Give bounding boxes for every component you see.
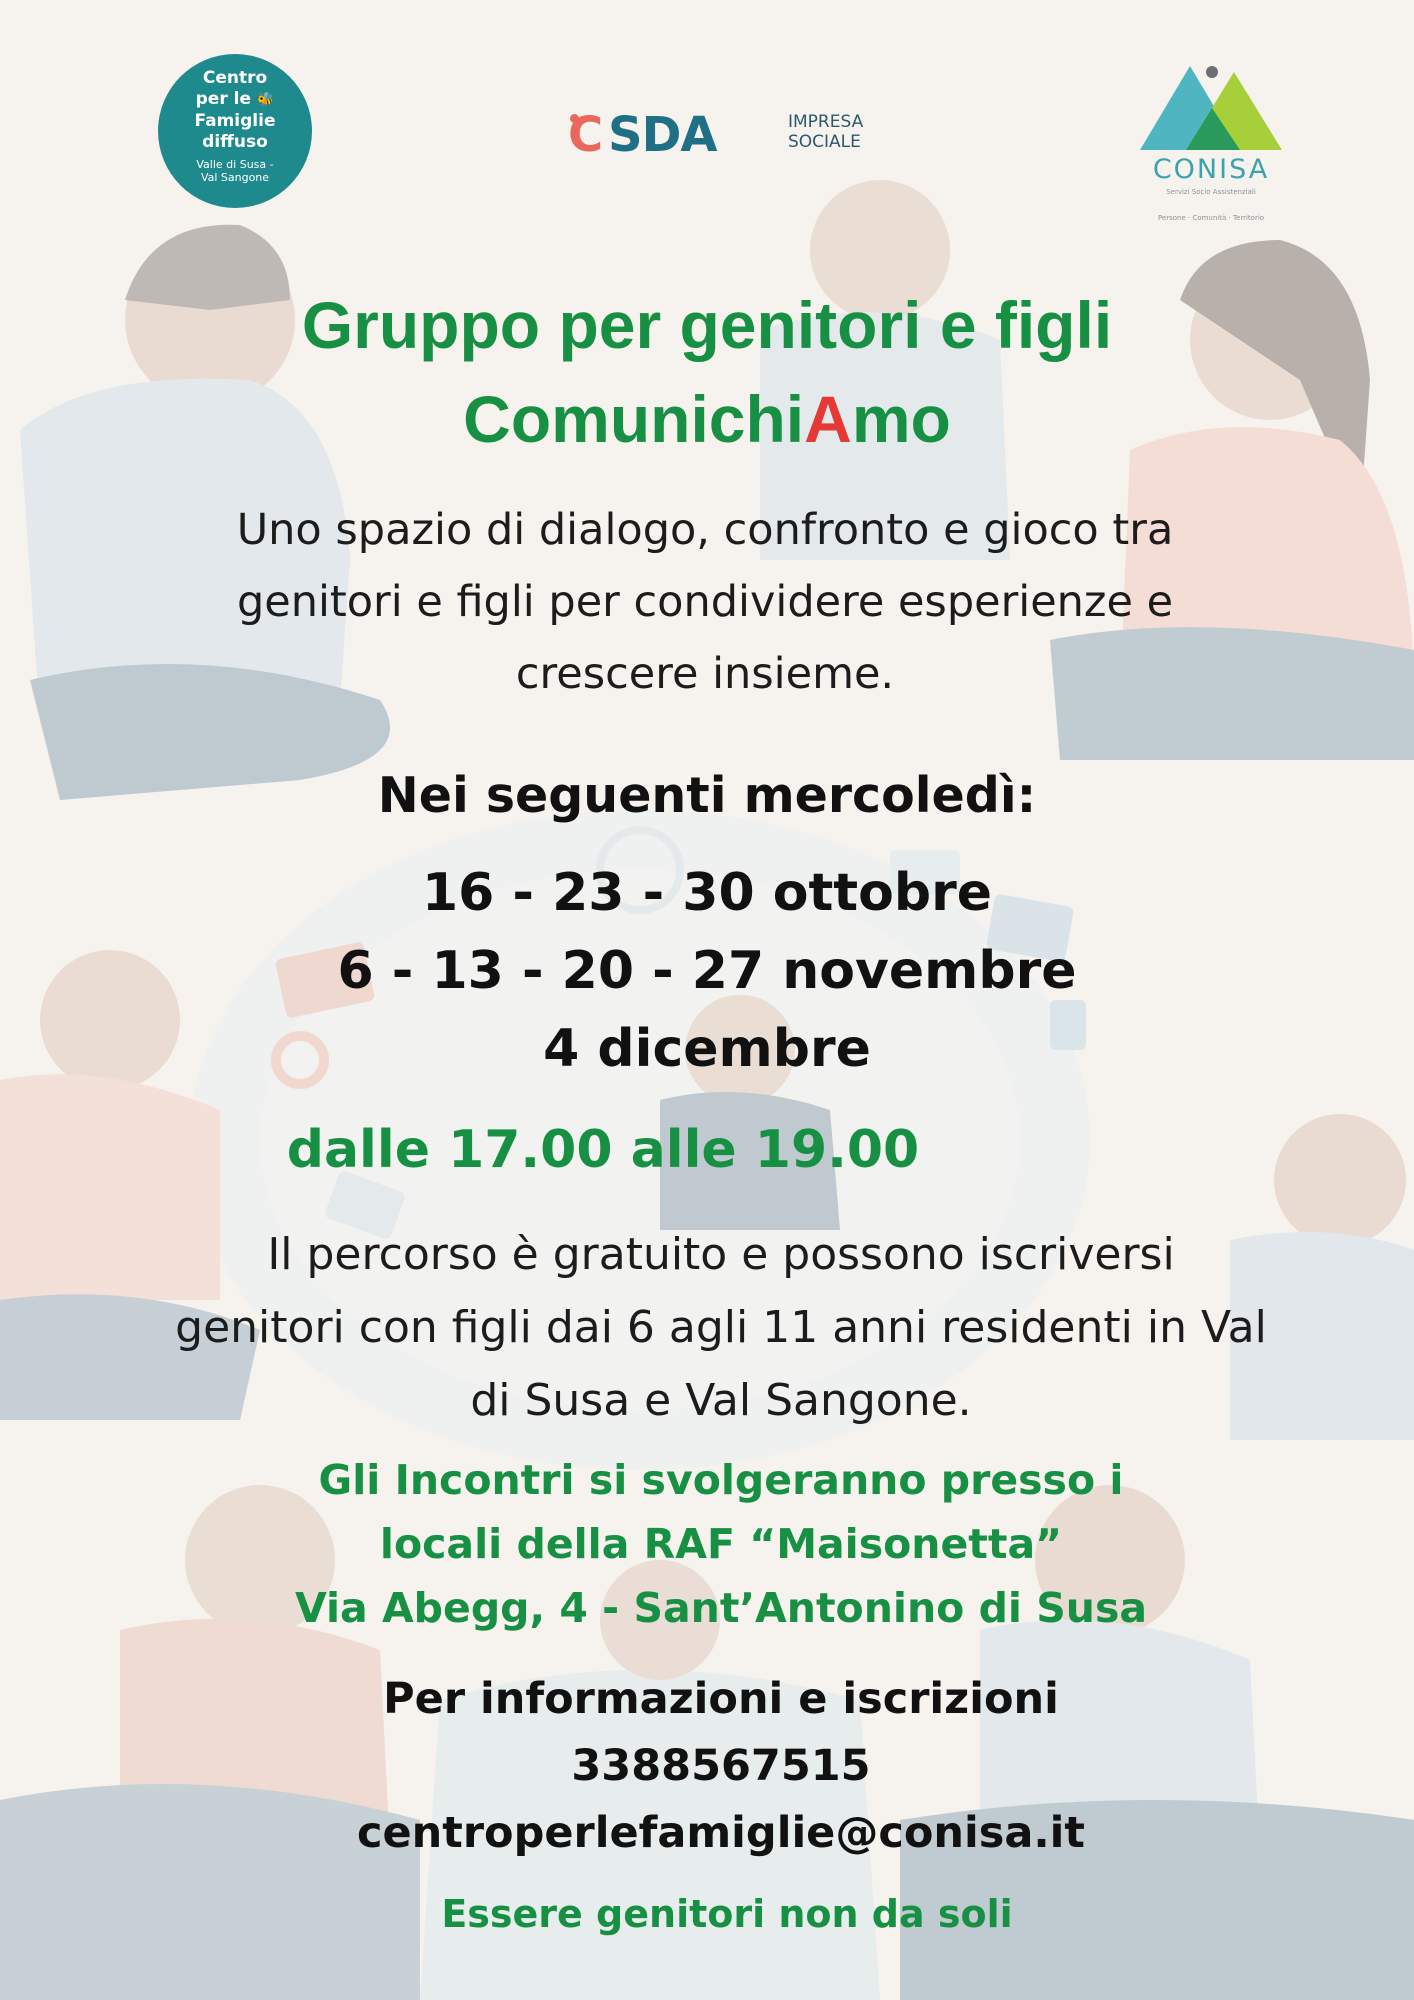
footer-slogan: Essere genitori non da soli xyxy=(441,1892,1013,1936)
csda-sda: SDA xyxy=(608,107,717,163)
contact-label: Per informazioni e iscrizioni xyxy=(383,1674,1059,1724)
intro-text: Uno spazio di dialogo, confronto e gioco tra genitori e figli per condividere esperienze e crescere insieme. xyxy=(236,505,1174,699)
mountains-icon xyxy=(1136,58,1286,158)
bee-icon: 🐝 xyxy=(256,92,275,108)
centro-famiglie-logo xyxy=(158,54,312,208)
logo-text: Famiglie xyxy=(194,111,276,131)
logo-text: Valle di Susa - xyxy=(196,158,274,171)
dates-list: 16 - 23 - 30 ottobre 6 - 13 - 20 - 27 novembre 4 dicembre xyxy=(337,863,1077,1079)
dates-heading: Nei seguenti mercoledì: xyxy=(377,767,1037,824)
logo-text: Val Sangone xyxy=(200,171,270,184)
csda-logo xyxy=(568,108,898,162)
venue-info: Gli Incontri si svolgeranno presso i locali della RAF “Maisonetta” Via Abegg, 4 - Sant’Antonino di Susa xyxy=(294,1456,1148,1632)
logo-text: diffuso xyxy=(202,132,268,152)
contact-info xyxy=(14,1666,1414,1867)
conisa-tagline: Servizi Socio Assistenziali xyxy=(1166,188,1256,196)
logo-text: per le xyxy=(195,89,251,109)
time-range: dalle 17.00 alle 19.00 xyxy=(286,1120,920,1180)
conisa-tagline: Persone · Comunità · Territorio xyxy=(1157,214,1265,222)
csda-c: C xyxy=(568,107,602,163)
conisa-name: CONISA xyxy=(1152,154,1270,185)
eligibility-text: Il percorso è gratuito e possono iscriversi genitori con figli dai 6 agli 11 anni residenti in Val di Susa e Val Sangone. xyxy=(175,1229,1267,1426)
logo-text: Centro xyxy=(202,68,268,88)
conisa-logo xyxy=(1136,58,1286,228)
contact-email[interactable]: centroperlefamiglie@conisa.it xyxy=(357,1808,1085,1858)
title-accent-letter: A xyxy=(804,382,852,456)
csda-impresa-sociale: IMPRESA SOCIALE xyxy=(788,112,864,152)
contact-phone[interactable]: 3388567515 xyxy=(571,1741,871,1791)
page-title: Gruppo per genitori e figli ComunichiAmo xyxy=(301,288,1113,456)
